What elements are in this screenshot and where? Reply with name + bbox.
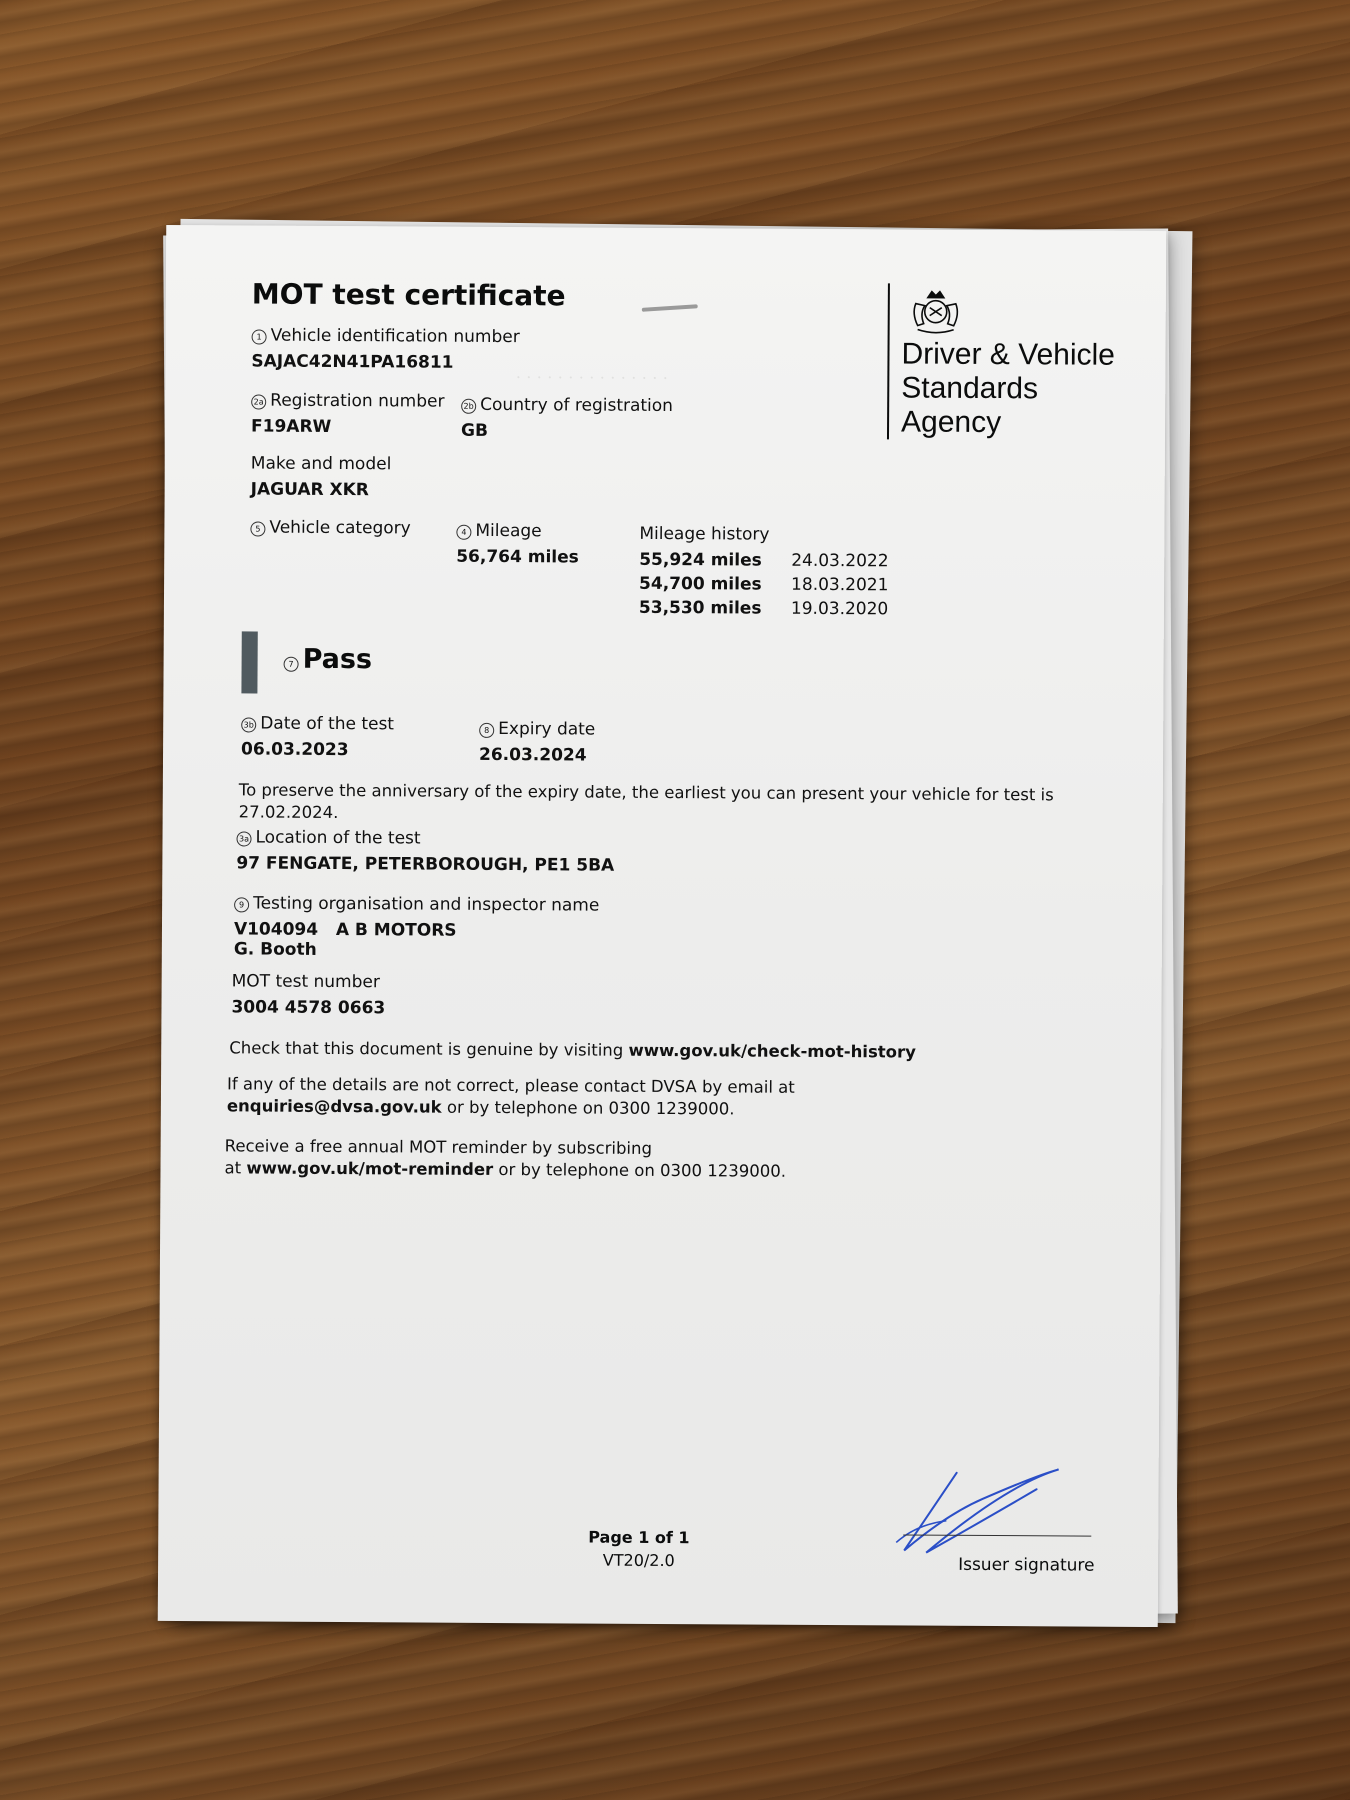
reminder-phone-text: or by telephone on 0300 1239000. [498,1160,787,1181]
test-number-field [231,971,385,1018]
field-number-marker: 4 [456,525,471,540]
test-number-value: 3004 4578 0663 [231,997,386,1019]
page-number: Page 1 of 1 [588,1527,690,1548]
field-number-marker: 8 [479,723,494,738]
country-value: GB [460,420,489,441]
field-number-marker: 1 [252,329,267,344]
contact-text [227,1073,795,1120]
reminder-line1: Receive a free annual MOT reminder by subscribing [224,1136,653,1158]
mileage-field [456,521,579,568]
make-model-value: JAGUAR XKR [250,479,369,501]
registration-field [251,390,445,437]
history-date: 24.03.2022 [791,550,889,572]
mileage-history [639,524,889,620]
dvsa-name-line2: Standards [901,371,1039,406]
location-label: Location of the test [255,827,421,849]
check-genuine-text [229,1037,916,1063]
form-code: VT20/2.0 [602,1550,675,1571]
test-result-value: Pass [302,643,373,676]
mileage-value: 56,764 miles [456,546,579,568]
registration-value: F19ARW [250,416,332,437]
issuer-signature-image [886,1454,1087,1565]
location-field [236,827,614,875]
expiry-date-field [479,719,595,766]
mileage-label: Mileage [475,520,542,542]
mot-certificate-page [158,225,1167,1627]
vehicle-category-field [250,517,410,538]
anniversary-note-line2: 27.02.2024. [238,802,339,823]
anniversary-note [239,779,1099,828]
history-miles: 55,924 miles [639,549,762,571]
history-miles: 54,700 miles [639,573,762,595]
history-miles: 53,530 miles [638,597,762,619]
page-footer [588,1528,690,1571]
field-number-marker: 5 [250,521,265,536]
mileage-history-label: Mileage history [639,523,770,545]
contact-line1: If any of the details are not correct, please contact DVSA by email at [226,1074,795,1097]
dvsa-logo [887,283,1115,440]
field-number-marker: 2b [461,399,476,414]
expiry-date-value: 26.03.2024 [478,744,587,766]
field-number-marker: 7 [284,657,299,672]
show-through-text: · · · · · · · · · · · · · · · [515,367,669,389]
history-date: 19.03.2020 [790,598,889,620]
location-value: 97 FENGATE, PETERBOROUGH, PE1 5BA [236,853,615,876]
mileage-history-row [639,598,888,620]
registration-label: Registration number [270,390,445,412]
vin-label: Vehicle identification number [270,325,520,348]
check-url-link[interactable]: www.gov.uk/check-mot-history [628,1040,916,1062]
field-number-marker: 3b [241,717,256,732]
test-number-label: MOT test number [231,971,380,993]
test-date-label: Date of the test [260,713,395,735]
testing-organisation-label: Testing organisation and inspector name [253,893,600,916]
dvsa-name-line3: Agency [900,405,1002,440]
test-result [284,644,373,676]
vin-field [251,325,519,373]
country-label: Country of registration [480,394,674,417]
organisation-name: A B MOTORS [335,920,457,941]
vin-value: SAJAC42N41PA16811 [251,351,454,373]
contact-email-link[interactable]: enquiries@dvsa.gov.uk [226,1096,442,1117]
mileage-history-row [639,550,888,572]
contact-phone-text: or by telephone on 0300 1239000. [446,1097,735,1119]
mileage-history-row [639,574,888,596]
field-number-marker: 2a [251,394,266,409]
reminder-at: at [224,1158,242,1178]
field-number-marker: 9 [234,897,249,912]
testing-organisation-field [234,893,600,961]
test-date-value: 06.03.2023 [241,739,349,761]
vehicle-category-label: Vehicle category [269,517,411,539]
country-field [461,395,673,442]
issuer-signature-label: Issuer signature [958,1554,1095,1576]
staple [642,304,698,312]
history-date: 18.03.2021 [791,574,889,596]
make-model-label: Make and model [250,453,392,475]
anniversary-note-line1: To preserve the anniversary of the expiry date, the earliest you can present your vehicle for test is [238,780,1054,805]
reminder-url-link[interactable]: www.gov.uk/mot-reminder [246,1158,494,1179]
expiry-date-label: Expiry date [498,718,596,740]
site-number: V104094 [233,919,319,940]
reminder-text [224,1135,786,1182]
inspector-name: G. Booth [233,939,317,960]
certificate-title: MOT test certificate [251,277,566,313]
royal-crest-icon [908,283,964,333]
test-date-field [241,713,394,760]
check-text: Check that this document is genuine by visiting [229,1038,624,1060]
make-model-field [251,453,392,500]
field-number-marker: 3a [236,831,251,846]
result-indicator-bar [241,631,257,693]
dvsa-name-line1: Driver & Vehicle [901,337,1116,372]
